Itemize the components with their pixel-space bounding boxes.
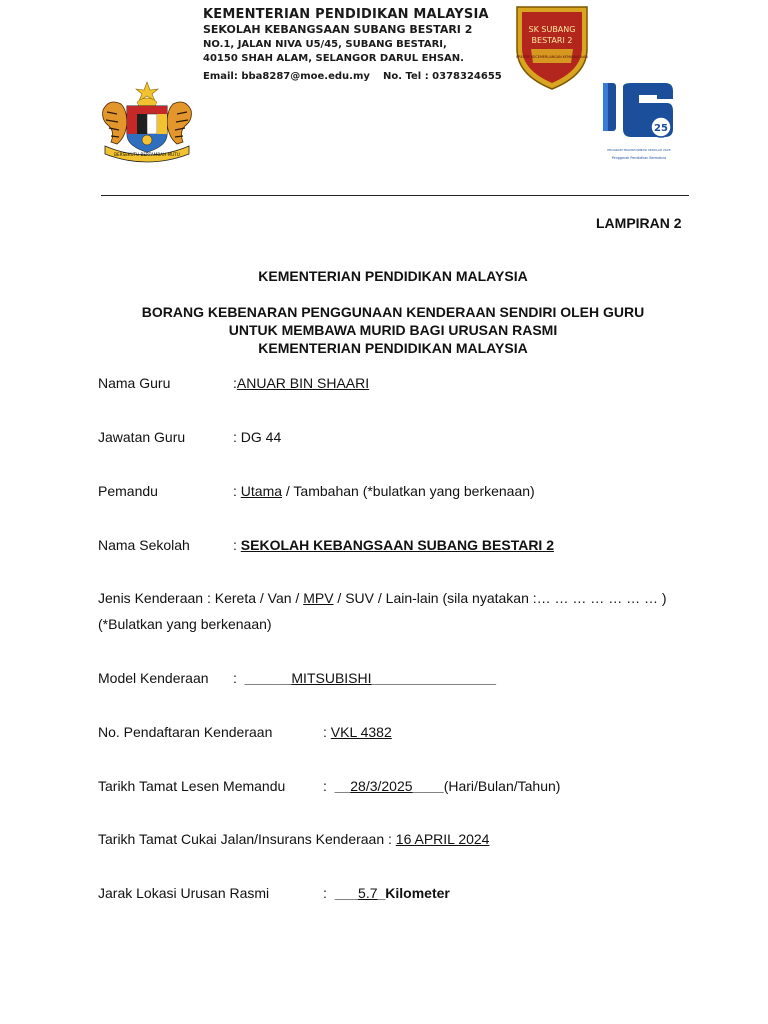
- header-school: SEKOLAH KEBANGSAAN SUBANG BESTARI 2: [203, 23, 473, 36]
- pendaftaran-label: No. Pendaftaran Kenderaan: [98, 724, 273, 740]
- badge-line-1: SK SUBANG: [528, 25, 576, 34]
- header-address-1: NO.1, JALAN NIVA U5/45, SUBANG BESTARI,: [203, 39, 447, 50]
- colon: :: [233, 537, 241, 553]
- header-ministry: KEMENTERIAN PENDIDIKAN MALAYSIA: [203, 7, 489, 22]
- header-address-2: 40150 SHAH ALAM, SELANGOR DARUL EHSAN.: [203, 53, 464, 64]
- model-lead: ______: [244, 670, 292, 686]
- jarak-trail: _: [377, 885, 386, 901]
- colon: :: [233, 375, 237, 391]
- jarak-value: 5.7: [358, 885, 378, 901]
- jawatan-label: Jawatan Guru: [98, 429, 186, 445]
- jenis-prefix: Jenis Kenderaan : Kereta / Van /: [98, 590, 304, 606]
- colon: :: [233, 483, 241, 499]
- header-email: Email: bba8287@moe.edu.my: [203, 71, 370, 82]
- sekolah-field: [233, 537, 554, 553]
- header-divider: [101, 195, 689, 196]
- jenis-value: MPV: [303, 590, 334, 606]
- header-tel: No. Tel : 0378324655: [383, 71, 502, 82]
- lesen-field: [323, 778, 560, 794]
- jarak-field: [323, 885, 450, 901]
- cukai-value: 16 APRIL 2024: [395, 831, 490, 847]
- pemandu-value: Utama: [240, 483, 283, 499]
- lesen-value: 28/3/2025: [350, 778, 413, 794]
- cukai-field: [98, 831, 489, 847]
- pemandu-options: / Tambahan (*bulatkan yang berkenaan): [282, 483, 535, 499]
- lampiran-label: LAMPIRAN 2: [596, 215, 682, 231]
- cukai-label: Tarikh Tamat Cukai Jalan/Insurans Kenderaan :: [98, 831, 392, 847]
- title-form-line-3: KEMENTERIAN PENDIDIKAN MALAYSIA: [258, 340, 528, 356]
- jenis-kenderaan-field: [98, 590, 667, 606]
- ts25-logo: [601, 79, 677, 167]
- school-badge-logo: [513, 3, 591, 91]
- jenis-note: (*Bulatkan yang berkenaan): [98, 616, 272, 632]
- nama-guru-field: [233, 375, 369, 391]
- jenis-suffix: / SUV / Lain-lain (sila nyatakan :… … … … … … … ): [333, 590, 667, 606]
- pendaftaran-field: [323, 724, 392, 740]
- lesen-trail: ____: [412, 778, 444, 794]
- ts25-number: 25: [654, 123, 668, 134]
- sekolah-label: Nama Sekolah: [98, 537, 190, 553]
- sekolah-value: SEKOLAH KEBANGSAAN SUBANG BESTARI 2: [240, 537, 554, 553]
- pendaftaran-value: VKL 4382: [330, 724, 392, 740]
- colon: :: [323, 724, 327, 740]
- colon: :: [323, 885, 327, 901]
- model-field: [233, 670, 496, 686]
- title-ministry: KEMENTERIAN PENDIDIKAN MALAYSIA: [258, 268, 528, 284]
- badge-motto: KREATIF KECEMERLANGAN KEMANUSIAAN: [516, 55, 588, 59]
- lesen-lead: __: [334, 778, 351, 794]
- colon: :: [323, 778, 327, 794]
- pemandu-label: Pemandu: [98, 483, 158, 499]
- pemandu-field: [233, 483, 535, 499]
- jarak-lead: ___: [334, 885, 359, 901]
- jawatan-value: : DG 44: [233, 429, 282, 445]
- model-label: Model Kenderaan: [98, 670, 209, 686]
- ts25-caption-2: Penggerak Pendidikan Bermakna: [611, 156, 667, 160]
- title-form-line-1: BORANG KEBENARAN PENGGUNAAN KENDERAAN SENDIRI OLEH GURU: [141, 304, 645, 320]
- lesen-label: Tarikh Tamat Lesen Memandu: [98, 778, 286, 794]
- nama-guru-value: ANUAR BIN SHAARI: [236, 375, 370, 391]
- colon: :: [233, 670, 237, 686]
- lesen-suffix: (Hari/Bulan/Tahun): [443, 778, 561, 794]
- crest-motto: BERSEKUTU BERTAMBAH MUTU: [114, 152, 180, 157]
- malaysia-coat-of-arms-logo: [97, 80, 197, 166]
- ts25-caption-1: PROGRAM TRANSFORMASI SEKOLAH 2025: [607, 148, 671, 152]
- badge-line-2: BESTARI 2: [531, 36, 573, 45]
- model-trail: ________________: [371, 670, 497, 686]
- jarak-label: Jarak Lokasi Urusan Rasmi: [98, 885, 270, 901]
- title-form-line-2: UNTUK MEMBAWA MURID BAGI URUSAN RASMI: [228, 322, 558, 338]
- jarak-unit: Kilometer: [385, 885, 450, 901]
- nama-guru-label: Nama Guru: [98, 375, 171, 391]
- model-value: MITSUBISHI: [291, 670, 372, 686]
